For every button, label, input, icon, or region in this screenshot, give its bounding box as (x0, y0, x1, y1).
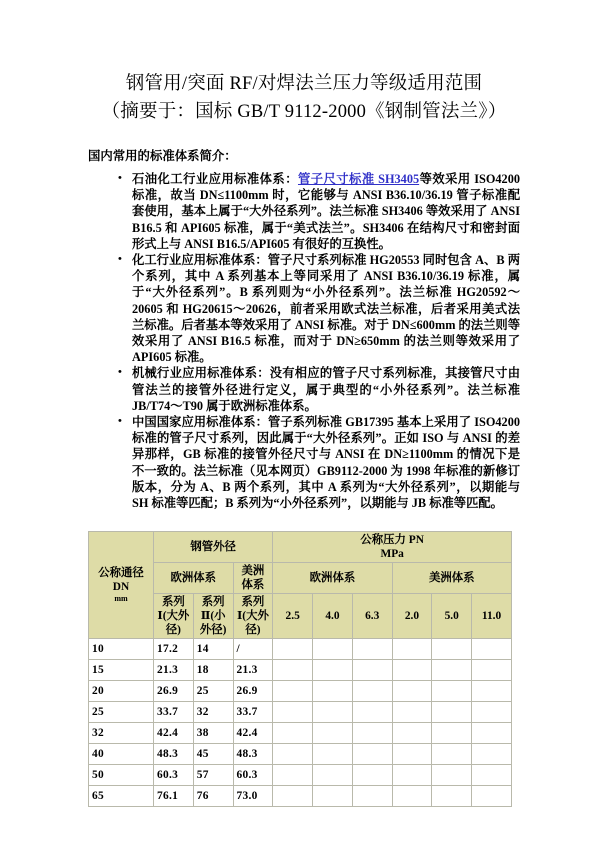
cell-eu-series2: 14 (193, 639, 233, 660)
header-pipe-outer-diameter: 钢管外径 (154, 532, 273, 563)
table-row (89, 744, 512, 765)
cell-pn (313, 681, 353, 702)
table-row (89, 786, 512, 807)
cell-pn (313, 639, 353, 660)
cell-pn (352, 639, 392, 660)
cell-pn (472, 723, 512, 744)
table-body (89, 639, 512, 807)
spec-table-wrapper (88, 531, 520, 807)
cell-eu-series1: 26.9 (154, 681, 194, 702)
cell-dn: 50 (89, 765, 154, 786)
list-item (118, 252, 520, 365)
cell-eu-series2: 57 (193, 765, 233, 786)
cell-am-series1: 33.7 (233, 702, 273, 723)
cell-eu-series1: 21.3 (154, 660, 194, 681)
header-pn-value: 6.3 (352, 594, 392, 639)
table-row (89, 702, 512, 723)
cell-eu-series2: 25 (193, 681, 233, 702)
cell-eu-series2: 38 (193, 723, 233, 744)
header-pn-europe: 欧洲体系 (273, 563, 392, 594)
cell-pn (352, 660, 392, 681)
cell-pn (273, 744, 313, 765)
header-pn-value: 2.5 (273, 594, 313, 639)
cell-eu-series1: 42.4 (154, 723, 194, 744)
cell-pn (432, 639, 472, 660)
page-title (88, 70, 520, 126)
cell-pn (352, 681, 392, 702)
cell-pn (472, 660, 512, 681)
table-row (89, 660, 512, 681)
cell-pn (273, 702, 313, 723)
title-line-2: （摘要于：国标 GB/T 9112-2000《钢制管法兰》） (101, 102, 507, 122)
header-pn-value: 11.0 (472, 594, 512, 639)
cell-pn (392, 723, 432, 744)
cell-dn: 40 (89, 744, 154, 765)
cell-eu-series1: 33.7 (154, 702, 194, 723)
cell-pn (472, 702, 512, 723)
cell-pn (432, 723, 472, 744)
cell-pn (472, 639, 512, 660)
header-nominal-diameter (89, 532, 154, 639)
cell-pn (392, 660, 432, 681)
cell-pn (273, 786, 313, 807)
cell-pn (472, 786, 512, 807)
cell-pn (273, 681, 313, 702)
cell-am-series1: 60.3 (233, 765, 273, 786)
header-pn-value: 2.0 (392, 594, 432, 639)
cell-pn (352, 765, 392, 786)
cell-pn (392, 744, 432, 765)
cell-am-series1: 42.4 (233, 723, 273, 744)
cell-eu-series2: 18 (193, 660, 233, 681)
intro-paragraph: 国内常用的标准体系简介： (88, 149, 237, 163)
cell-pn (472, 765, 512, 786)
header-pn-unit: MPa (380, 548, 404, 561)
cell-pn (392, 639, 432, 660)
header-od-america: 美洲体系 (233, 563, 273, 594)
cell-am-series1: 48.3 (233, 744, 273, 765)
table-header-row-1 (89, 532, 512, 563)
cell-eu-series1: 60.3 (154, 765, 194, 786)
standards-bullet-list (88, 171, 520, 511)
cell-pn (392, 702, 432, 723)
cell-dn: 65 (89, 786, 154, 807)
cell-pn (392, 786, 432, 807)
cell-pn (313, 723, 353, 744)
bullet-body-text: 化工行业应用标准体系：管子尺寸系列标准 HG20553 同时包含 A、B 两个系列，其中 A 系列基本上等同采用了 ANSI B36.10/36.19 标准，属于“大外径系列”。B 系列则为“小外径系列”。法兰标准 HG20592～20605 和 HG20615～20626，前者采用欧式法兰标准，后者采用美式法兰标准。后者基本等效采用了 ANSI 标准。对于 DN≤600mm 的法兰则等效采用了 ANSI B16.5 标准，而对于 DN≥650mm 的法兰则等效采用了 API605 标准。 (132, 253, 520, 365)
cell-am-series1: 26.9 (233, 681, 273, 702)
cell-pn (273, 660, 313, 681)
table-head (89, 532, 512, 639)
bullet-body-text: 中国国家应用标准体系：管子系列标准 GB17395 基本上采用了 ISO4200 标准的管子尺寸系列，因此属于“大外径系列”。正如 ISO 与 ANSI 的差异那样，GB 标准的接管外径尺寸与 ANSI 在 DN≥1100mm 的情况下是不一致的。法兰标准（见本网页）GB9112-2000 为 1998 年标准的新修订版本，分为 A、B 两个系列，其中 A 系列为“大外径系列”，以期能与 SH 标准等匹配；B 系列为“小外径系列”，以期能与 JB 标准等匹配。 (132, 415, 520, 511)
table-row (89, 723, 512, 744)
cell-am-series1: 73.0 (233, 786, 273, 807)
cell-am-series1: 21.3 (233, 660, 273, 681)
pipe-size-standard-link[interactable]: 管子尺寸标准 SH3405 (297, 172, 420, 186)
cell-dn: 25 (89, 702, 154, 723)
bullet-body-text: 机械行业应用标准体系：没有相应的管子尺寸系列标准，其接管尺寸由管法兰的接管外径进行定义，属于典型的“小外径系列”。法兰标准 JB/T74～T90 属于欧洲标准体系。 (132, 366, 520, 413)
cell-pn (352, 744, 392, 765)
cell-pn (432, 702, 472, 723)
cell-pn (352, 723, 392, 744)
cell-pn (313, 660, 353, 681)
cell-pn (432, 786, 472, 807)
table-row (89, 681, 512, 702)
cell-pn (352, 786, 392, 807)
cell-pn (313, 702, 353, 723)
title-line-1: 钢管用/突面 RF/对焊法兰压力等级适用范围 (125, 74, 483, 94)
header-series-1-america: 系列Ⅰ(大外径) (233, 594, 273, 639)
header-pn-value: 4.0 (313, 594, 353, 639)
cell-dn: 32 (89, 723, 154, 744)
cell-eu-series1: 76.1 (154, 786, 194, 807)
flange-spec-table (88, 531, 512, 807)
cell-pn (432, 681, 472, 702)
cell-dn: 15 (89, 660, 154, 681)
cell-pn (472, 681, 512, 702)
header-pn-value: 5.0 (432, 594, 472, 639)
cell-pn (352, 702, 392, 723)
cell-pn (273, 639, 313, 660)
cell-eu-series1: 17.2 (154, 639, 194, 660)
header-od-europe: 欧洲体系 (154, 563, 234, 594)
list-item (118, 414, 520, 511)
cell-dn: 10 (89, 639, 154, 660)
header-dn-title: 公称通径 (98, 567, 144, 580)
cell-pn (432, 744, 472, 765)
cell-eu-series2: 45 (193, 744, 233, 765)
list-item (118, 365, 520, 414)
cell-pn (392, 681, 432, 702)
list-item (118, 171, 520, 252)
cell-pn (273, 765, 313, 786)
bullet-lead-text: 石油化工行业应用标准体系： (132, 172, 298, 186)
bullet-body-text: 等效采用 ISO4200 标准，故当 DN≤1100mm 时，它能够与 ANSI B36.10/36.19 管子标准配套使用，基本上属于“大外径系列”。法兰标准 SH3406 等效采用了 ANSI B16.5 和 API605 标准，属于“美式法兰”。SH3406 在结构尺寸和密封面形式上与 ANSI B16.5/API605 有很好的互换性。 (132, 172, 521, 251)
cell-dn: 20 (89, 681, 154, 702)
header-series-2-europe: 系列Ⅱ(小外径) (193, 594, 233, 639)
table-row (89, 765, 512, 786)
cell-eu-series1: 48.3 (154, 744, 194, 765)
cell-pn (313, 765, 353, 786)
cell-eu-series2: 76 (193, 786, 233, 807)
header-pn-america: 美洲体系 (392, 563, 511, 594)
header-series-1-europe: 系列Ⅰ(大外径) (154, 594, 194, 639)
cell-pn (432, 765, 472, 786)
header-pn-title: 公称压力 PN (360, 534, 424, 547)
cell-pn (313, 786, 353, 807)
cell-pn (392, 765, 432, 786)
header-nominal-pressure (273, 532, 512, 563)
cell-pn (313, 744, 353, 765)
header-dn-unit: mm (114, 594, 128, 604)
table-row (89, 639, 512, 660)
cell-eu-series2: 32 (193, 702, 233, 723)
cell-pn (273, 723, 313, 744)
cell-pn (472, 744, 512, 765)
cell-am-series1: / (233, 639, 273, 660)
header-dn-code: DN (112, 581, 130, 594)
cell-pn (432, 660, 472, 681)
